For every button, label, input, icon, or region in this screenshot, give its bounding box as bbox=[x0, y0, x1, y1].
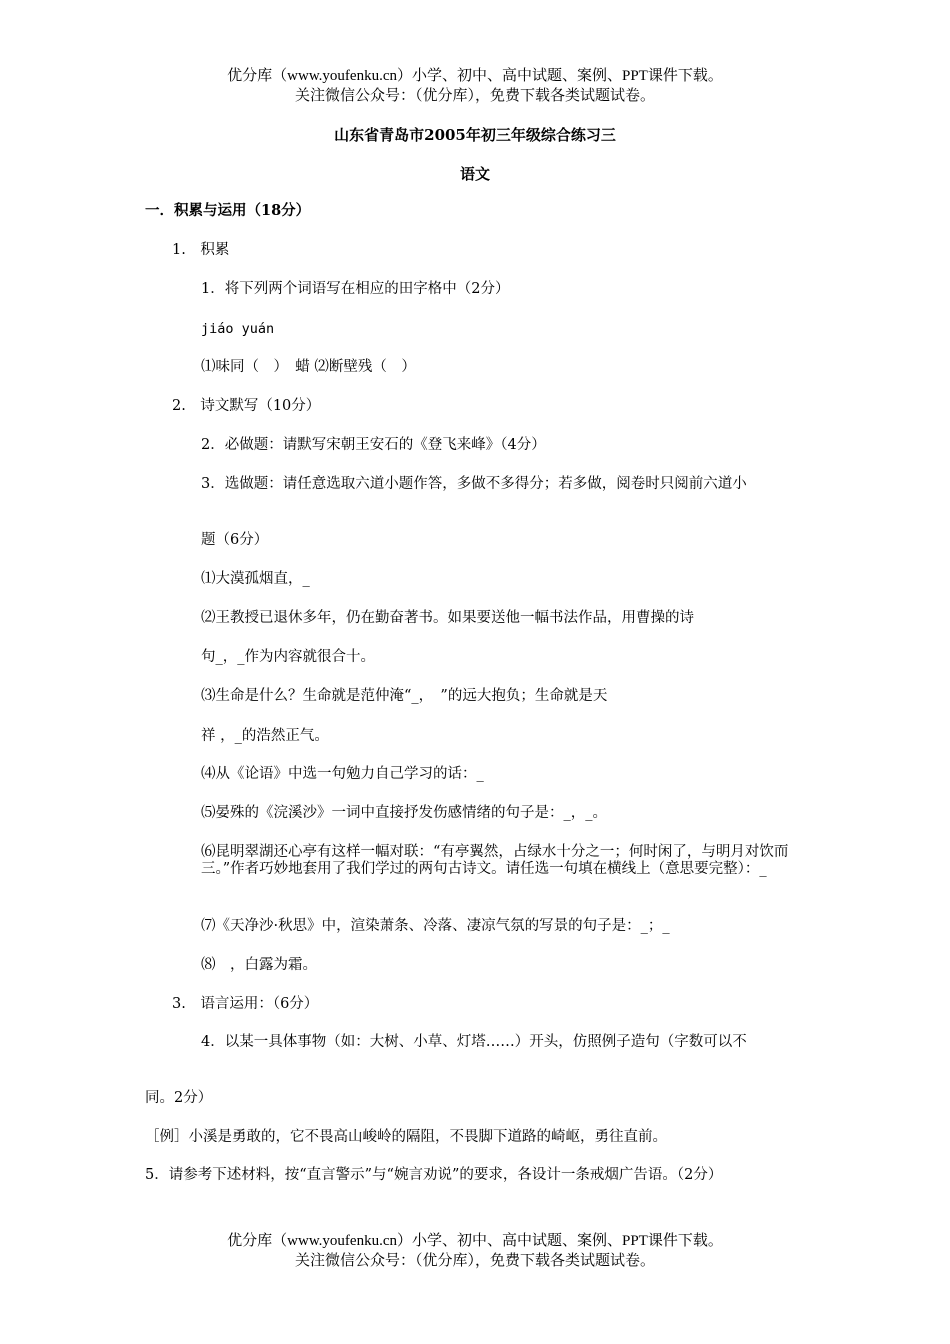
pinyin-hint: jiáo yuán bbox=[201, 321, 275, 337]
question-4-cont: 同。2分） bbox=[145, 1090, 213, 1106]
question-1-blanks: ⑴味同（ ） 蜡 ⑵断壁残（ ） bbox=[201, 359, 416, 375]
header-line-1: 优分库（www.youfenku.cn）小学、初中、高中试题、案例、PPT课件下载。 bbox=[227, 68, 723, 84]
page-header bbox=[0, 66, 950, 106]
sub-item-7: ⑺《天净沙·秋思》中，渲染萧条、冷落、凄凉气氛的写景的句子是：_；_ bbox=[201, 918, 670, 934]
sub-item-2a: ⑵王教授已退休多年，仍在勤奋著书。如果要送他一幅书法作品，用曹操的诗 bbox=[201, 610, 694, 626]
sub-item-3b: 祥 ，_的浩然正气。 bbox=[201, 728, 329, 744]
sub-item-2b: 句_，_作为内容就很合十。 bbox=[201, 649, 375, 665]
subheading-poetry: 2. 诗文默写（10分） bbox=[172, 398, 321, 414]
question-4: 4．以某一具体事物（如：大树、小草、灯塔……）开头，仿照例子造句（字数可以不 bbox=[201, 1034, 747, 1050]
document-title: 山东省青岛市2005年初三年级综合练习三 bbox=[334, 126, 616, 144]
sub-item-1: ⑴大漠孤烟直，_ bbox=[201, 571, 310, 587]
question-5: 5．请参考下述材料，按“直言警示”与“婉言劝说”的要求，各设计一条戒烟广告语。（2分） bbox=[145, 1167, 723, 1183]
sub-item-3a: ⑶生命是什么？生命就是范仲淹“_， ”的远大抱负；生命就是天 bbox=[201, 688, 608, 704]
question-1: 1．将下列两个词语写在相应的田字格中（2分） bbox=[201, 281, 510, 297]
sub-item-6: ⑹昆明翠湖还心亭有这样一幅对联：“有亭翼然，占绿水十分之一；何时闲了，与明月对饮而三。”作者巧妙地套用了我们学过的两句古诗文。请任选一句填在横线上（意思要完整）：_ bbox=[201, 844, 789, 877]
subheading-accumulation: 1. 积累 bbox=[172, 242, 230, 258]
footer-line-2: 关注微信公众号：（优分库），免费下载各类试题试卷。 bbox=[294, 1253, 655, 1269]
sub-item-8: ⑻ ，白露为霜。 bbox=[201, 957, 317, 973]
subject-title: 语文 bbox=[459, 165, 490, 183]
question-3: 3．选做题：请任意选取六道小题作答，多做不多得分；若多做，阅卷时只阅前六道小 bbox=[201, 476, 747, 492]
question-3-cont: 题（6分） bbox=[201, 532, 269, 548]
sub-item-4: ⑷从《论语》中选一句勉力自己学习的话：_ bbox=[201, 766, 484, 782]
page-footer bbox=[0, 1231, 950, 1271]
footer-line-1: 优分库（www.youfenku.cn）小学、初中、高中试题、案例、PPT课件下载。 bbox=[227, 1233, 723, 1249]
question-2: 2．必做题：请默写宋朝王安石的《登飞来峰》（4分） bbox=[201, 437, 546, 453]
subheading-language: 3. 语言运用：（6分） bbox=[172, 996, 319, 1012]
header-line-2: 关注微信公众号：（优分库），免费下载各类试题试卷。 bbox=[294, 88, 655, 104]
sub-item-5: ⑸晏殊的《浣溪沙》一词中直接抒发伤感情绪的句子是：_，_。 bbox=[201, 805, 607, 821]
section-heading: 一．积累与运用（18分） bbox=[145, 202, 311, 219]
example-sentence: ［例］小溪是勇敢的，它不畏高山峻岭的隔阻，不畏脚下道路的崎岖，勇往直前。 bbox=[145, 1129, 667, 1145]
